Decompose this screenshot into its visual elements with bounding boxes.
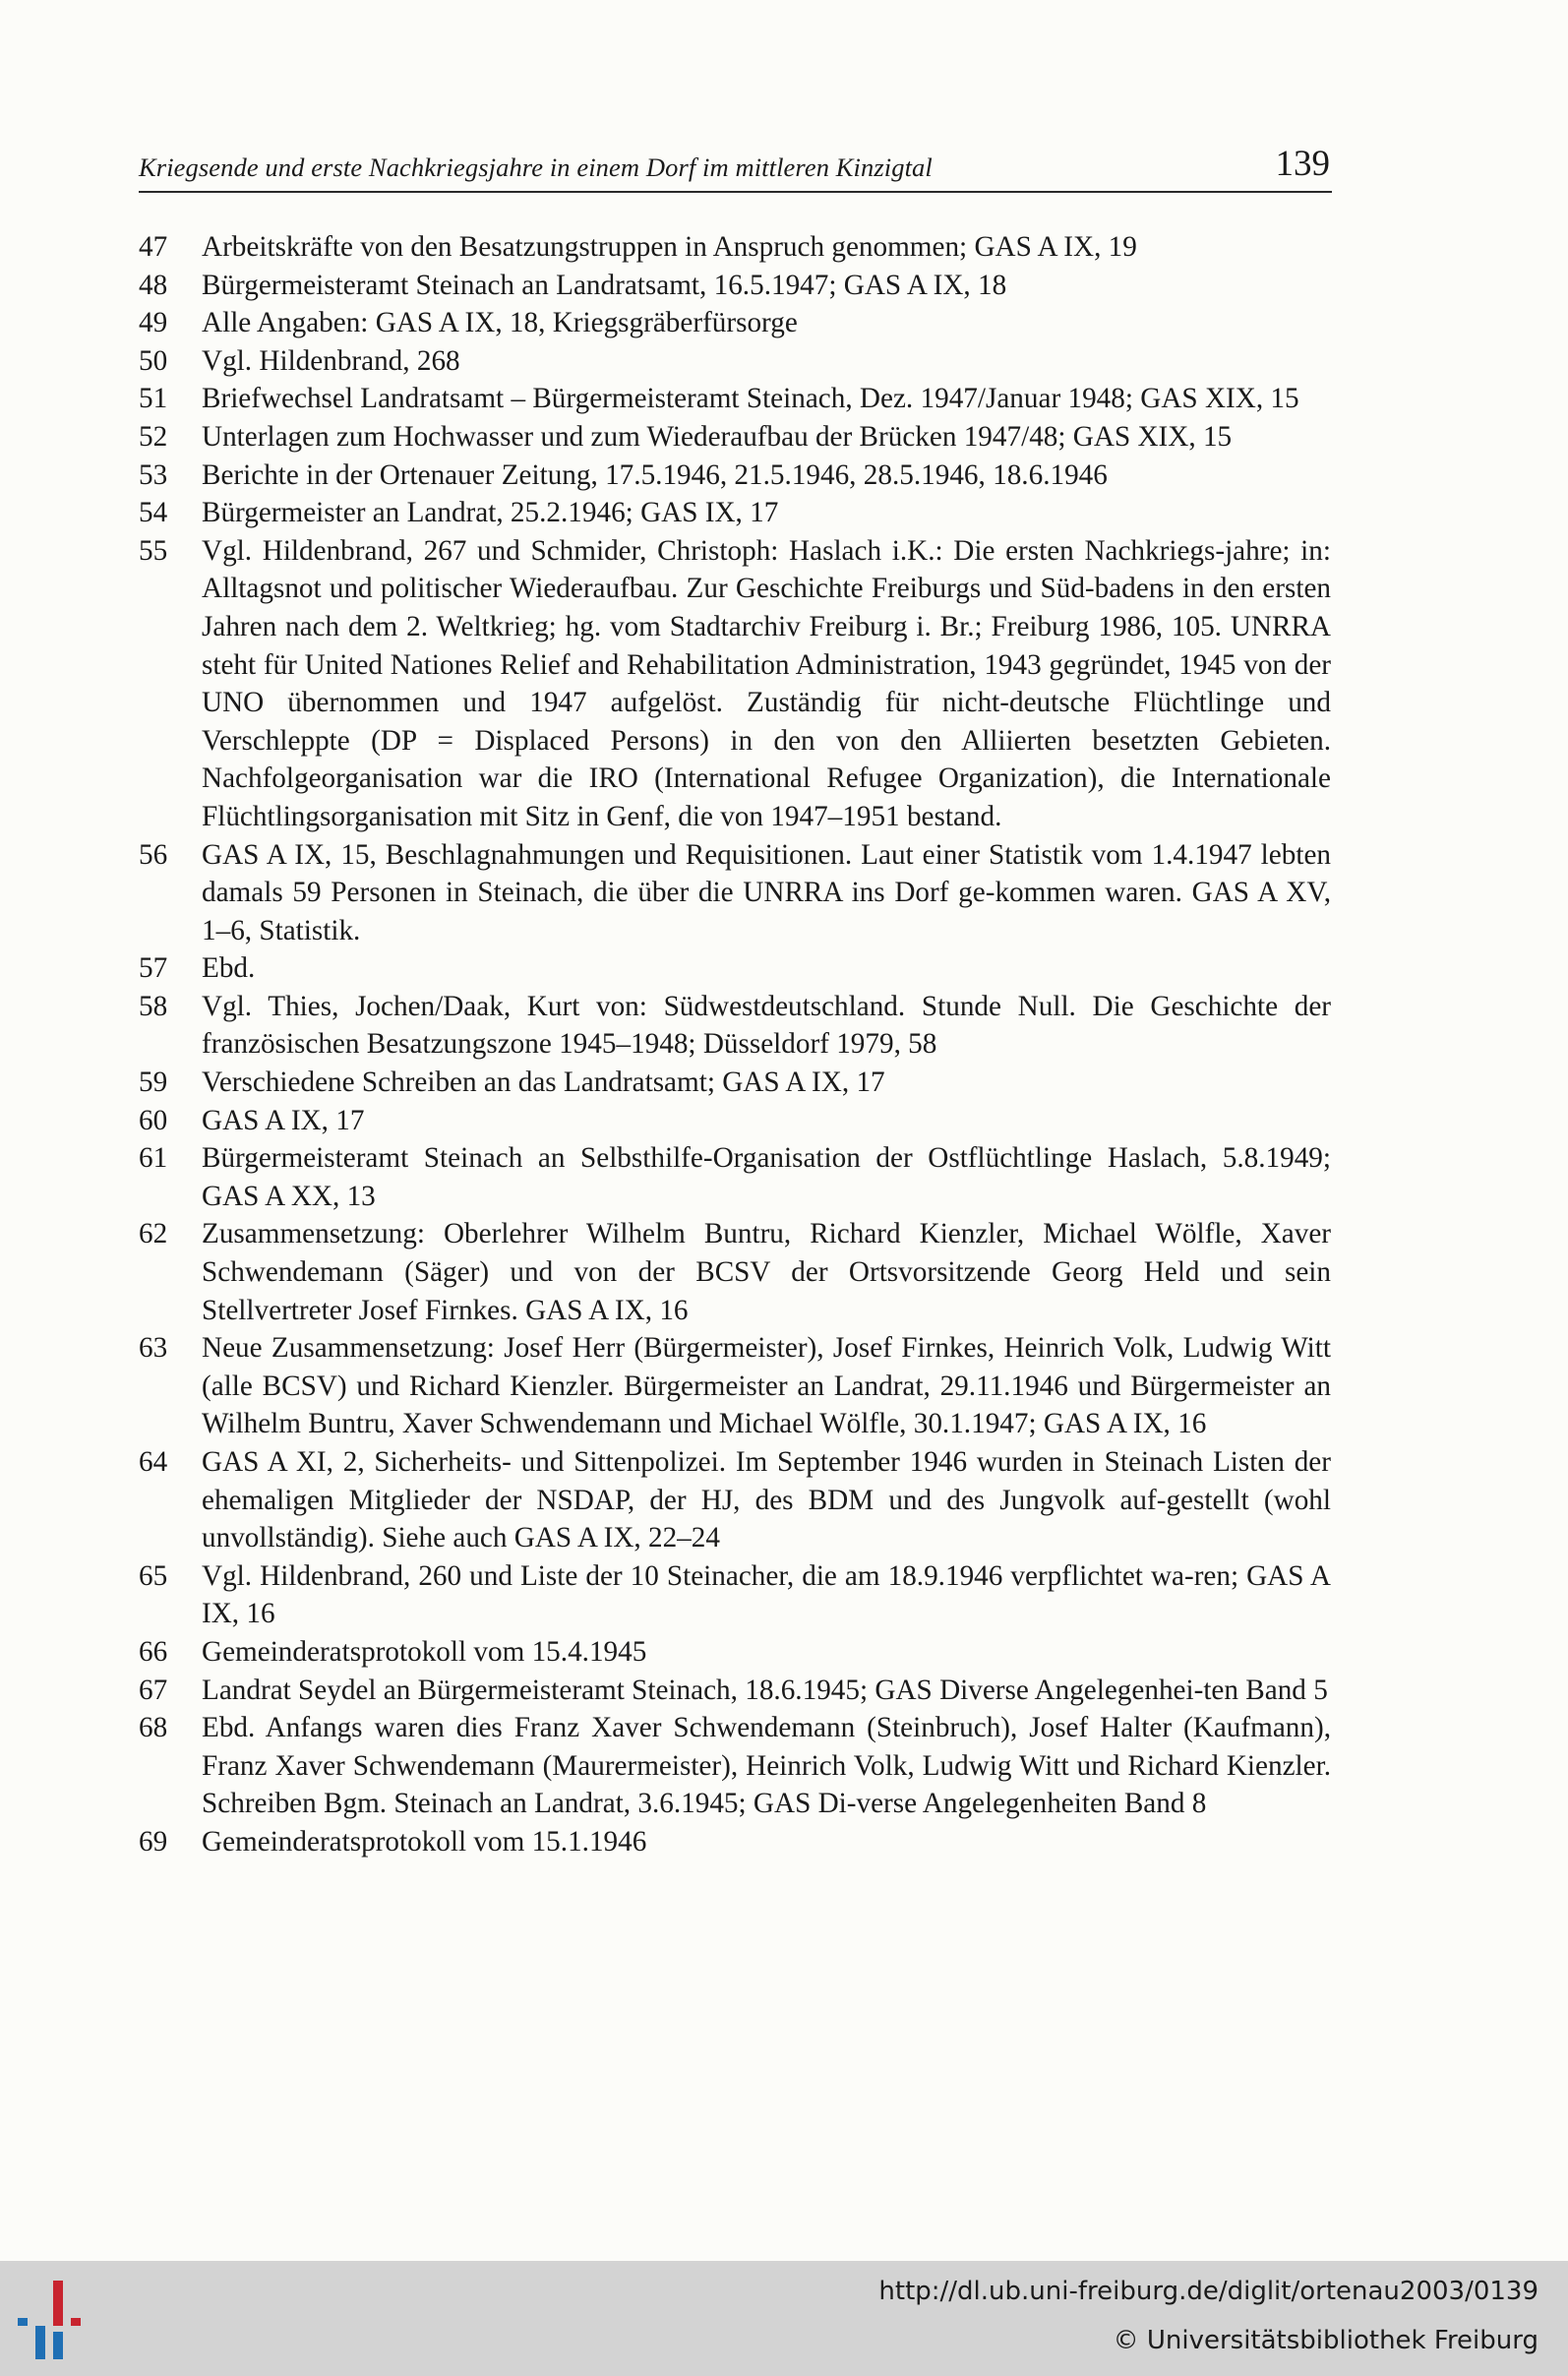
endnote-number: 52 (139, 420, 168, 453)
endnote-item (139, 1672, 1331, 1710)
endnote-text: GAS A IX, 17 (202, 1104, 365, 1136)
endnote-item (139, 418, 1331, 457)
footer-bar (0, 2261, 1568, 2376)
endnote-number: 55 (139, 534, 168, 567)
endnote-text: Bürgermeister an Landrat, 25.2.1946; GAS IX, 17 (202, 497, 779, 529)
endnote-item (139, 228, 1331, 267)
endnote-text: Bürgermeisteramt Steinach an Selbsthilfe-Organisation der Ostflüchtlinge Haslach, 5.8.1949; GAS A XX, 13 (202, 1142, 1331, 1212)
logo-bar-blue-1 (35, 2326, 45, 2359)
running-header (139, 136, 1332, 193)
endnote-item (139, 1215, 1331, 1329)
endnote-text: Verschiedene Schreiben an das Landratsamt; GAS A IX, 17 (202, 1066, 885, 1099)
endnote-number: 48 (139, 269, 168, 301)
endnote-item (139, 532, 1331, 836)
endnote-item (139, 1329, 1331, 1443)
endnote-item (139, 836, 1331, 950)
endnote-text: Gemeinderatsprotokoll vom 15.4.1945 (202, 1635, 647, 1668)
endnote-item (139, 1102, 1331, 1140)
endnote-item (139, 457, 1331, 495)
endnote-item (139, 949, 1331, 988)
endnote-number: 60 (139, 1104, 168, 1136)
endnote-number: 65 (139, 1559, 168, 1592)
endnote-number: 58 (139, 990, 168, 1022)
endnote-number: 56 (139, 838, 168, 871)
endnote-item (139, 1443, 1331, 1557)
logo-bar-left (18, 2318, 28, 2326)
endnote-item (139, 1139, 1331, 1215)
endnote-item (139, 1633, 1331, 1672)
endnote-text: Unterlagen zum Hochwasser und zum Wiederaufbau der Brücken 1947/48; GAS XIX, 15 (202, 420, 1233, 453)
endnote-text: Alle Angaben: GAS A IX, 18, Kriegsgräberfürsorge (202, 307, 798, 339)
endnote-item (139, 304, 1331, 342)
endnote-text: Vgl. Hildenbrand, 267 und Schmider, Christoph: Haslach i.K.: Die ersten Nachkriegs-jahre; in: Alltagsnot und politischer Wiederaufbau. Zur Geschichte Freiburgs und Süd-badens in den ersten Jahren nach dem 2. Weltkrieg; hg. vom Stadtarchiv Freiburg i. Br.; Freiburg 1986, 105. UNRRA steht für United Nationes Relief and Rehabilitation Administration, 1943 gegründet, 1945 von der UNO übernommen und 1947 aufgelöst. Zuständig für nicht-deutsche Flüchtlinge und Verschleppte (DP = Displaced Persons) in den von den Alliierten besetzten Gebieten. Nachfolgeorganisation war die IRO (International Refugee Organization), die Internationale Flüchtlingsorganisation mit Sitz in Genf, die von 1947–1951 bestand. (202, 534, 1331, 832)
endnote-item (139, 1823, 1331, 1861)
endnote-number: 64 (139, 1446, 168, 1478)
logo-bar-red (53, 2281, 63, 2326)
endnote-number: 68 (139, 1712, 168, 1744)
endnote-text: Vgl. Thies, Jochen/Daak, Kurt von: Südwestdeutschland. Stunde Null. Die Geschichte der französischen Besatzungszone 1945–1948; Düsseldorf 1979, 58 (202, 990, 1331, 1061)
endnote-text: Gemeinderatsprotokoll vom 15.1.1946 (202, 1825, 647, 1858)
endnote-number: 57 (139, 952, 168, 985)
endnote-item (139, 267, 1331, 305)
ub-freiburg-logo-icon (18, 2281, 98, 2359)
footer-url-link[interactable]: http://dl.ub.uni-freiburg.de/diglit/ortenau2003/0139 (878, 2277, 1538, 2306)
endnote-number: 47 (139, 231, 168, 263)
endnote-number: 51 (139, 383, 168, 415)
endnotes-list (139, 228, 1331, 1861)
endnote-number: 61 (139, 1142, 168, 1175)
endnote-item (139, 494, 1331, 532)
endnote-text: Arbeitskräfte von den Besatzungstruppen in Anspruch genommen; GAS A IX, 19 (202, 231, 1137, 263)
endnote-text: Landrat Seydel an Bürgermeisteramt Steinach, 18.6.1945; GAS Diverse Angelegenhei-ten Band 5 (202, 1674, 1328, 1706)
endnote-text: Vgl. Hildenbrand, 268 (202, 344, 460, 377)
endnote-text: GAS A IX, 15, Beschlagnahmungen und Requisitionen. Laut einer Statistik vom 1.4.1947 lebten damals 59 Personen in Steinach, die über die UNRRA ins Dorf ge-kommen waren. GAS A XV, 1–6, Statistik. (202, 838, 1331, 946)
endnote-item (139, 1064, 1331, 1102)
endnote-item (139, 988, 1331, 1064)
endnote-item (139, 1709, 1331, 1823)
footer-copyright: © Universitätsbibliothek Freiburg (1113, 2326, 1538, 2355)
endnote-number: 67 (139, 1674, 168, 1706)
endnote-text: Vgl. Hildenbrand, 260 und Liste der 10 Steinacher, die am 18.9.1946 verpflichtet wa-ren; GAS A IX, 16 (202, 1559, 1331, 1630)
endnote-text: Briefwechsel Landratsamt – Bürgermeisteramt Steinach, Dez. 1947/Januar 1948; GAS XIX, 15 (202, 383, 1299, 415)
endnote-number: 53 (139, 458, 168, 491)
endnote-number: 59 (139, 1066, 168, 1099)
endnote-number: 63 (139, 1332, 168, 1365)
endnote-item (139, 1557, 1331, 1633)
endnote-number: 54 (139, 497, 168, 529)
endnote-item (139, 380, 1331, 418)
endnote-number: 50 (139, 344, 168, 377)
endnote-text: Neue Zusammensetzung: Josef Herr (Bürgermeister), Josef Firnkes, Heinrich Volk, Ludwig Witt (alle BCSV) und Richard Kienzler. Bürgermeister an Landrat, 29.11.1946 und Bürgermeister an Wilhelm Buntru, Xaver Schwendemann und Michael Wölfle, 30.1.1947; GAS A IX, 16 (202, 1332, 1331, 1440)
endnote-item (139, 342, 1331, 381)
endnote-number: 66 (139, 1635, 168, 1668)
endnote-text: Ebd. (202, 952, 256, 985)
logo-bar-blue-2 (53, 2332, 63, 2359)
page-number: 139 (1275, 144, 1330, 184)
endnote-number: 49 (139, 307, 168, 339)
endnote-number: 69 (139, 1825, 168, 1858)
endnote-text: Zusammensetzung: Oberlehrer Wilhelm Buntru, Richard Kienzler, Michael Wölfle, Xaver Schwendemann (Säger) und von der BCSV der Ortsvorsitzende Georg Held und sein Stellvertreter Josef Firnkes. GAS A IX, 16 (202, 1218, 1331, 1326)
logo-bar-right (71, 2318, 81, 2326)
endnote-text: GAS A XI, 2, Sicherheits- und Sittenpolizei. Im September 1946 wurden in Steinach Listen der ehemaligen Mitglieder der NSDAP, der HJ, des BDM und des Jungvolk auf-gestellt (wohl unvollständig). Siehe auch GAS A IX, 22–24 (202, 1446, 1331, 1554)
endnote-number: 62 (139, 1218, 168, 1250)
endnote-text: Berichte in der Ortenauer Zeitung, 17.5.1946, 21.5.1946, 28.5.1946, 18.6.1946 (202, 458, 1108, 491)
endnote-text: Ebd. Anfangs waren dies Franz Xaver Schwendemann (Steinbruch), Josef Halter (Kaufmann), Franz Xaver Schwendemann (Maurermeister), Heinrich Volk, Ludwig Witt und Richard Kienzler. Schreiben Bgm. Steinach an Landrat, 3.6.1945; GAS Di-verse Angelegenheiten Band 8 (202, 1712, 1331, 1820)
endnote-text: Bürgermeisteramt Steinach an Landratsamt, 16.5.1947; GAS A IX, 18 (202, 269, 1007, 301)
running-title: Kriegsende und erste Nachkriegsjahre in einem Dorf im mittleren Kinzigtal (139, 152, 933, 182)
